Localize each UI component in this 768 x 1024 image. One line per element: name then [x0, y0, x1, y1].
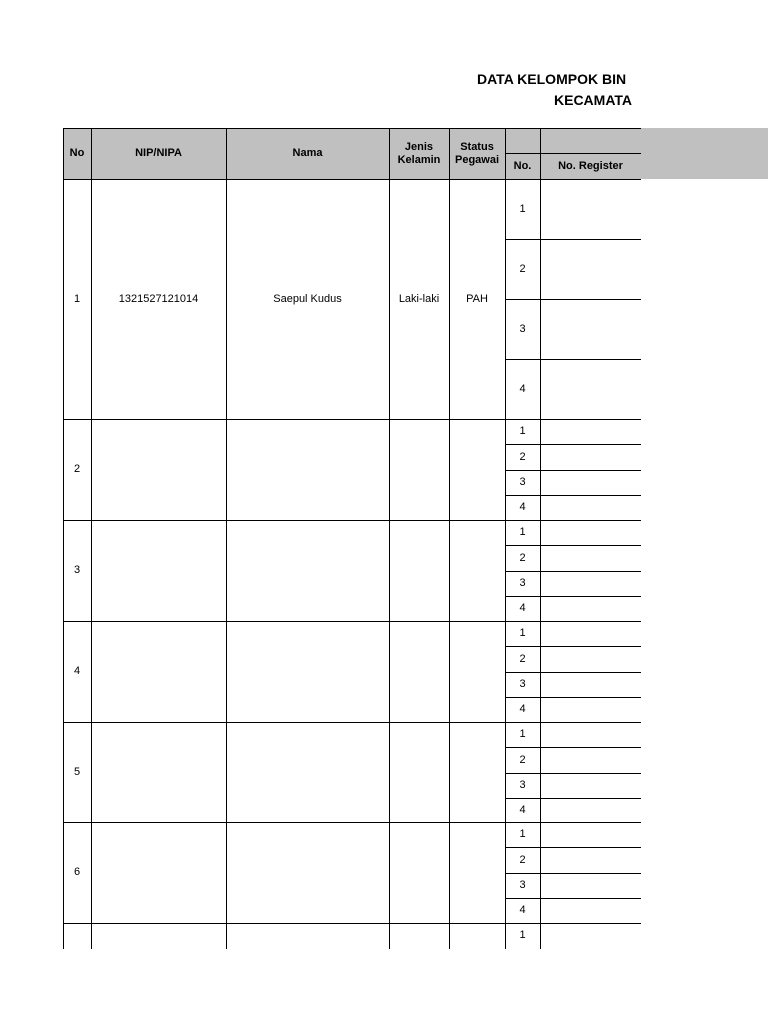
sub-row-register — [540, 299, 641, 359]
sub-row-register — [540, 179, 641, 239]
sub-row-register — [540, 747, 641, 773]
row-jenis-kelamin — [389, 621, 449, 722]
sub-row-no: 2 — [519, 753, 526, 766]
sub-row-register — [540, 923, 641, 948]
grid-line — [505, 299, 642, 300]
row-nip: 1321527121014 — [118, 292, 199, 305]
grid-line — [505, 672, 642, 673]
grid-line — [505, 798, 642, 799]
sub-row-no: 2 — [519, 853, 526, 866]
header-sub-no: No. — [505, 153, 540, 179]
grid-line — [91, 128, 92, 949]
sub-row-no: 2 — [519, 652, 526, 665]
header-band-extension — [641, 128, 768, 179]
sub-row-register — [540, 847, 641, 873]
row-nama — [226, 419, 389, 520]
sub-row-no: 2 — [519, 450, 526, 463]
sub-row-no: 1 — [519, 828, 526, 840]
grid-line — [505, 747, 642, 748]
sub-row-no: 4 — [519, 703, 526, 715]
sub-row-no: 3 — [519, 678, 526, 690]
row-nama — [226, 722, 389, 822]
grid-line — [540, 153, 541, 949]
row-nip — [91, 520, 226, 621]
sub-row-register — [540, 359, 641, 419]
row-no — [63, 923, 91, 948]
sub-row-register — [540, 697, 641, 722]
row-nama — [226, 822, 389, 923]
grid-line — [505, 898, 642, 899]
header-no: No — [63, 128, 91, 179]
sub-row-no: 1 — [519, 728, 526, 740]
sub-row-register — [540, 571, 641, 596]
grid-line — [505, 495, 642, 496]
grid-line — [505, 239, 642, 240]
sub-row-no: 4 — [519, 382, 526, 395]
sub-row-no: 3 — [519, 779, 526, 791]
grid-line — [505, 847, 642, 848]
sub-row-no: 3 — [519, 322, 526, 335]
row-jenis-kelamin — [389, 923, 449, 948]
sub-row-register — [540, 495, 641, 520]
sub-row-no: 1 — [519, 627, 526, 639]
sub-row-no: 4 — [519, 602, 526, 614]
sub-row-register — [540, 672, 641, 697]
row-jenis-kelamin — [389, 722, 449, 822]
sub-row-no: 1 — [519, 425, 526, 437]
row-no: 1 — [73, 292, 81, 305]
header-nama: Nama — [226, 128, 389, 179]
grid-line — [63, 128, 642, 129]
row-status-pegawai — [449, 722, 505, 822]
header-status-pegawai: Status Pegawai — [449, 128, 505, 179]
row-nip — [91, 923, 226, 948]
sub-row-register — [540, 596, 641, 621]
sub-row-no: 2 — [519, 262, 526, 275]
header-group — [505, 128, 641, 153]
row-nip — [91, 419, 226, 520]
row-nama — [226, 621, 389, 722]
row-no: 5 — [73, 765, 81, 778]
grid-line — [226, 128, 227, 949]
sub-row-no: 2 — [519, 551, 526, 564]
grid-line — [505, 873, 642, 874]
sub-row-register — [540, 545, 641, 571]
sub-row-register — [540, 621, 641, 646]
sub-row-no: 1 — [519, 929, 526, 941]
sub-row-no: 3 — [519, 476, 526, 488]
sub-row-register — [540, 798, 641, 822]
sub-row-register — [540, 646, 641, 672]
row-no: 6 — [73, 866, 81, 878]
sub-row-no: 4 — [519, 803, 526, 816]
grid-line — [505, 153, 642, 154]
row-status-pegawai — [449, 419, 505, 520]
sub-row-register — [540, 239, 641, 299]
header-nip: NIP/NIPA — [91, 128, 226, 179]
row-status-pegawai: PAH — [466, 292, 488, 305]
row-jenis-kelamin — [389, 822, 449, 923]
row-nip — [91, 822, 226, 923]
grid-line — [389, 128, 390, 949]
row-no: 4 — [73, 665, 81, 677]
row-no: 2 — [73, 463, 81, 475]
sub-row-no: 3 — [519, 879, 526, 891]
sub-row-no: 1 — [519, 202, 526, 215]
header-jenis-kelamin: Jenis Kelamin — [389, 128, 449, 179]
header-sub-register: No. Register — [540, 153, 641, 179]
grid-line — [505, 571, 642, 572]
row-status-pegawai — [449, 520, 505, 621]
row-jenis-kelamin — [389, 419, 449, 520]
sub-row-no: 4 — [519, 904, 526, 916]
grid-line — [505, 545, 642, 546]
document-title: DATA KELOMPOK BIN — [477, 71, 627, 87]
sub-row-register — [540, 470, 641, 495]
grid-line — [505, 444, 642, 445]
row-status-pegawai — [449, 822, 505, 923]
grid-line — [505, 359, 642, 360]
row-nip — [91, 722, 226, 822]
sub-row-no: 1 — [519, 526, 526, 538]
sub-row-register — [540, 898, 641, 923]
grid-line — [505, 646, 642, 647]
row-jenis-kelamin — [389, 520, 449, 621]
grid-line — [505, 596, 642, 597]
sub-row-register — [540, 773, 641, 798]
row-nama — [226, 520, 389, 621]
grid-line — [505, 697, 642, 698]
row-nip — [91, 621, 226, 722]
sub-row-no: 3 — [519, 577, 526, 589]
grid-line — [505, 128, 506, 949]
row-status-pegawai — [449, 621, 505, 722]
sub-row-register — [540, 722, 641, 747]
sub-row-register — [540, 444, 641, 470]
row-status-pegawai — [449, 923, 505, 948]
grid-line — [449, 128, 450, 949]
sub-row-register — [540, 419, 641, 444]
sub-row-register — [540, 520, 641, 545]
sub-row-no: 4 — [519, 501, 526, 513]
row-jenis-kelamin: Laki-laki — [398, 292, 440, 305]
sub-row-register — [540, 822, 641, 847]
row-no: 3 — [73, 564, 81, 576]
grid-line — [505, 470, 642, 471]
row-nama — [226, 923, 389, 948]
sub-row-register — [540, 873, 641, 898]
grid-line — [63, 128, 64, 949]
document-subtitle: KECAMATA — [554, 92, 633, 108]
grid-line — [505, 773, 642, 774]
row-nama: Saepul Kudus — [273, 292, 342, 305]
